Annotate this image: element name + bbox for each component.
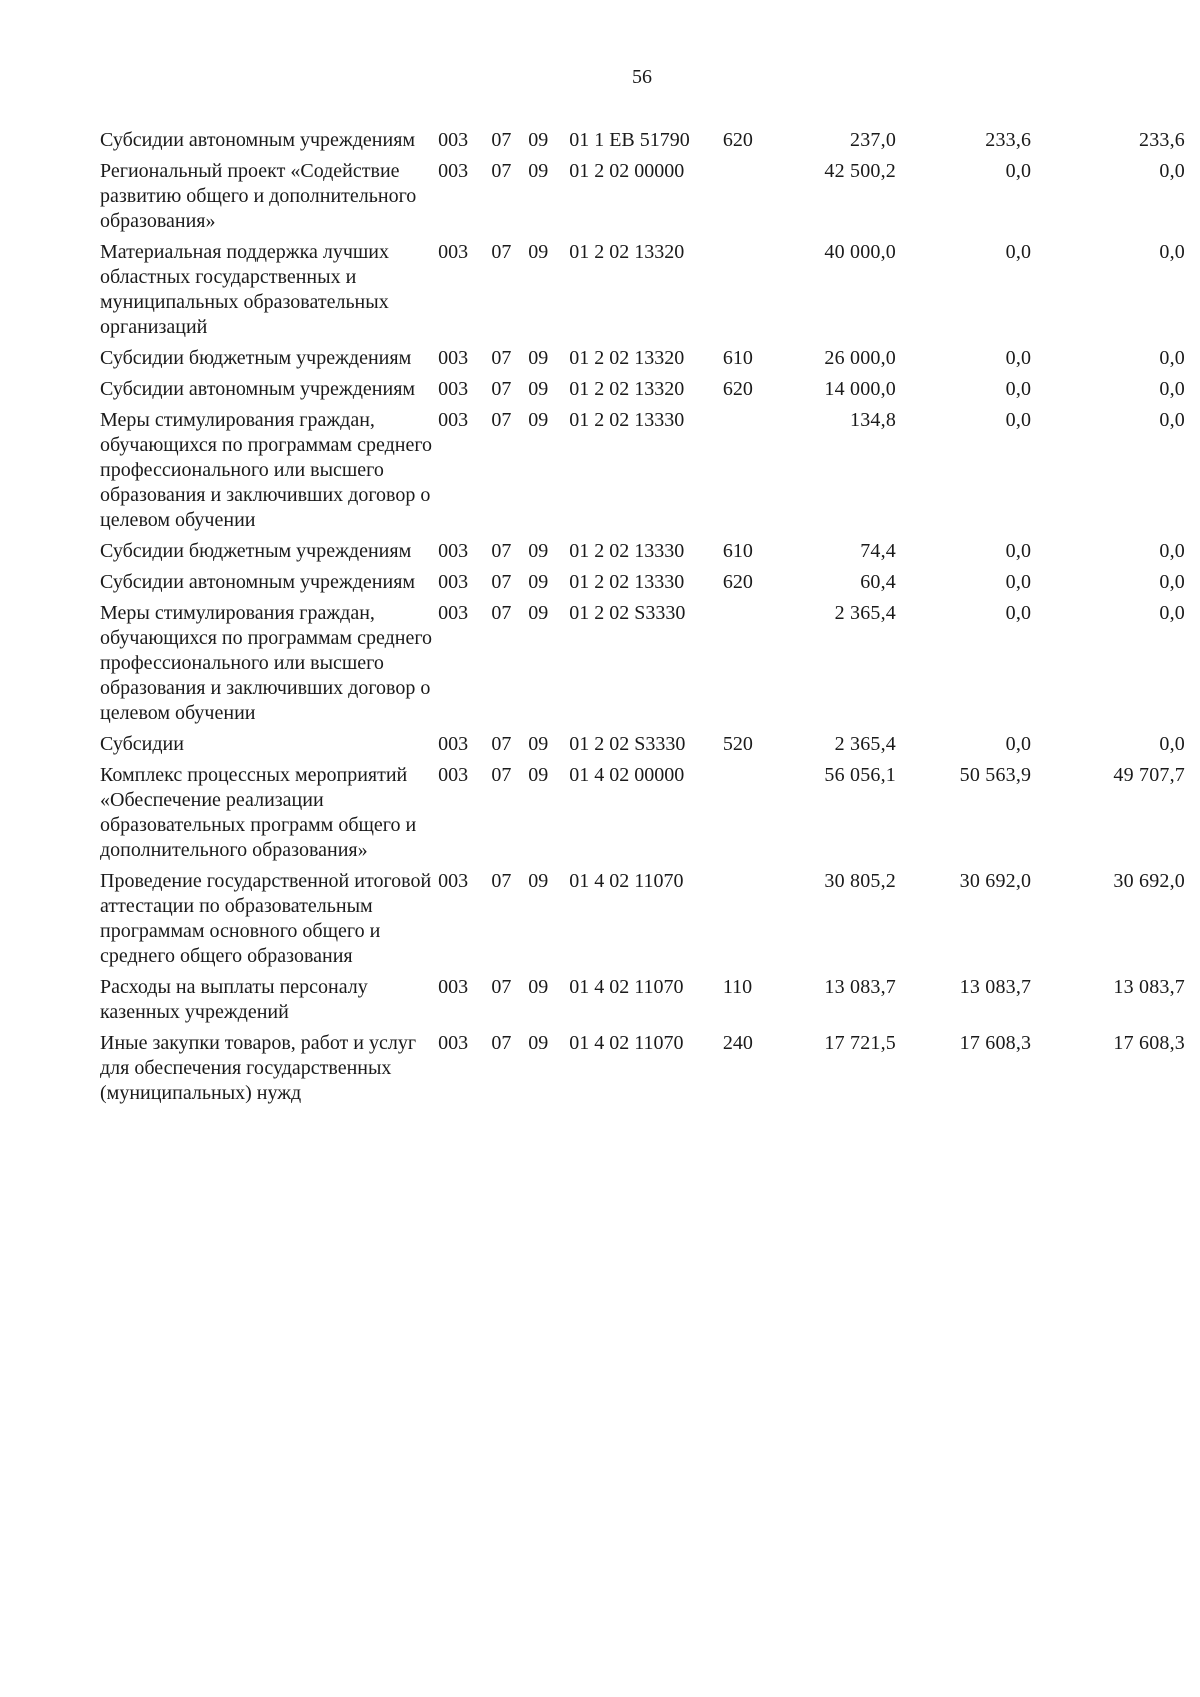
item-name-cell: Проведение государственной итоговой аттестации по образовательным программам основного общего и среднего общего образования — [100, 870, 432, 967]
item-name-cell: Иные закупки товаров, работ и услуг для обеспечения государственных (муниципальных) нужд — [100, 1032, 417, 1104]
target-article-cell: 01 2 02 S3330 — [569, 733, 686, 755]
ved-code-cell: 003 — [438, 409, 469, 431]
amount-year3-cell: 17 608,3 — [1113, 1032, 1185, 1054]
amount-year1-cell: 60,4 — [860, 571, 897, 593]
amount-year1-cell: 134,8 — [850, 409, 897, 431]
subsection-code-cell: 09 — [528, 733, 549, 755]
ved-code-cell: 003 — [438, 764, 469, 786]
amount-year2-cell: 0,0 — [1005, 733, 1032, 755]
amount-year1-cell: 42 500,2 — [824, 160, 897, 182]
table-row — [100, 240, 1185, 346]
expense-type-cell — [723, 240, 787, 346]
amount-year2-cell: 50 563,9 — [959, 764, 1032, 786]
amount-year1-cell: 14 000,0 — [824, 378, 897, 400]
target-article-cell: 01 4 02 00000 — [569, 764, 685, 786]
amount-year3-cell: 233,6 — [1139, 129, 1185, 151]
section-code-cell: 07 — [491, 160, 512, 182]
subsection-code-cell: 09 — [528, 540, 549, 562]
ved-code-cell: 003 — [438, 571, 469, 593]
target-article-cell: 01 2 02 00000 — [569, 160, 685, 182]
amount-year2-cell: 17 608,3 — [959, 1032, 1032, 1054]
ved-code-cell: 003 — [438, 602, 469, 624]
item-name-cell: Субсидии — [100, 733, 184, 755]
amount-year2-cell: 0,0 — [1005, 602, 1032, 624]
amount-year3-cell: 13 083,7 — [1113, 976, 1185, 998]
subsection-code-cell: 09 — [528, 976, 549, 998]
amount-year2-cell: 0,0 — [1005, 160, 1032, 182]
subsection-code-cell: 09 — [528, 160, 549, 182]
amount-year3-cell: 49 707,7 — [1113, 764, 1185, 786]
section-code-cell: 07 — [491, 571, 512, 593]
budget-table — [100, 128, 1185, 1112]
amount-year1-cell: 74,4 — [860, 540, 897, 562]
table-row — [100, 732, 1185, 763]
subsection-code-cell: 09 — [528, 870, 549, 892]
target-article-cell: 01 2 02 13320 — [569, 241, 685, 263]
ved-code-cell: 003 — [438, 976, 469, 998]
expense-type-cell: 620 — [722, 571, 753, 593]
subsection-code-cell: 09 — [528, 1032, 549, 1054]
table-row — [100, 1031, 1185, 1112]
table-row — [100, 408, 1185, 539]
section-code-cell: 07 — [491, 602, 512, 624]
target-article-cell: 01 2 02 13330 — [569, 540, 685, 562]
ved-code-cell: 003 — [438, 733, 469, 755]
expense-type-cell — [723, 601, 787, 732]
amount-year2-cell: 0,0 — [1005, 571, 1032, 593]
item-name-cell: Комплекс процессных мероприятий «Обеспечение реализации образовательных программ общего и дополнительного образования» — [100, 764, 417, 861]
table-row — [100, 570, 1185, 601]
section-code-cell: 07 — [491, 1032, 512, 1054]
table-row — [100, 159, 1185, 240]
amount-year2-cell: 13 083,7 — [959, 976, 1032, 998]
amount-year3-cell: 0,0 — [1159, 540, 1185, 562]
expense-type-cell: 620 — [722, 129, 753, 151]
item-name-cell: Региональный проект «Содействие развитию общего и дополнительного образования» — [100, 160, 417, 232]
target-article-cell: 01 4 02 11070 — [569, 870, 684, 892]
amount-year1-cell: 56 056,1 — [824, 764, 897, 786]
target-article-cell: 01 4 02 11070 — [569, 1032, 684, 1054]
item-name-cell: Субсидии бюджетным учреждениям — [100, 347, 412, 369]
amount-year2-cell: 0,0 — [1005, 241, 1032, 263]
ved-code-cell: 003 — [438, 870, 469, 892]
table-row — [100, 601, 1185, 732]
expense-type-cell — [723, 159, 787, 240]
table-row — [100, 975, 1185, 1031]
section-code-cell: 07 — [491, 347, 512, 369]
section-code-cell: 07 — [491, 733, 512, 755]
item-name-cell: Расходы на выплаты персоналу казенных учреждений — [100, 976, 368, 1023]
expense-type-cell: 240 — [722, 1032, 753, 1054]
item-name-cell: Меры стимулирования граждан, обучающихся по программам среднего профессионального или высшего образования и заключивших договор о целевом обучении — [100, 602, 433, 724]
ved-code-cell: 003 — [438, 241, 469, 263]
item-name-cell: Субсидии автономным учреждениям — [100, 129, 416, 151]
amount-year3-cell: 0,0 — [1159, 602, 1185, 624]
section-code-cell: 07 — [491, 409, 512, 431]
target-article-cell: 01 2 02 S3330 — [569, 602, 686, 624]
item-name-cell: Субсидии бюджетным учреждениям — [100, 540, 412, 562]
subsection-code-cell: 09 — [528, 378, 549, 400]
amount-year1-cell: 26 000,0 — [824, 347, 897, 369]
expense-type-cell: 620 — [722, 378, 753, 400]
item-name-cell: Меры стимулирования граждан, обучающихся по программам среднего профессионального или высшего образования и заключивших договор о целевом обучении — [100, 409, 433, 531]
section-code-cell: 07 — [491, 976, 512, 998]
subsection-code-cell: 09 — [528, 409, 549, 431]
amount-year2-cell: 233,6 — [985, 129, 1032, 151]
target-article-cell: 01 4 02 11070 — [569, 976, 684, 998]
section-code-cell: 07 — [491, 540, 512, 562]
expense-type-cell: 610 — [722, 540, 753, 562]
table-row — [100, 539, 1185, 570]
subsection-code-cell: 09 — [528, 241, 549, 263]
table-row — [100, 763, 1185, 869]
table-row — [100, 128, 1185, 159]
amount-year2-cell: 0,0 — [1005, 409, 1032, 431]
expense-type-cell: 520 — [722, 733, 753, 755]
amount-year2-cell: 0,0 — [1005, 540, 1032, 562]
ved-code-cell: 003 — [438, 129, 469, 151]
table-row — [100, 377, 1185, 408]
amount-year1-cell: 2 365,4 — [834, 602, 897, 624]
amount-year2-cell: 0,0 — [1005, 378, 1032, 400]
item-name-cell: Субсидии автономным учреждениям — [100, 378, 416, 400]
ved-code-cell: 003 — [438, 378, 469, 400]
subsection-code-cell: 09 — [528, 347, 549, 369]
amount-year3-cell: 0,0 — [1159, 378, 1185, 400]
amount-year3-cell: 0,0 — [1159, 571, 1185, 593]
amount-year3-cell: 0,0 — [1159, 347, 1185, 369]
section-code-cell: 07 — [491, 129, 512, 151]
ved-code-cell: 003 — [438, 1032, 469, 1054]
subsection-code-cell: 09 — [528, 129, 549, 151]
expense-type-cell: 110 — [722, 976, 753, 998]
section-code-cell: 07 — [491, 764, 512, 786]
amount-year3-cell: 0,0 — [1159, 733, 1185, 755]
section-code-cell: 07 — [491, 241, 512, 263]
ved-code-cell: 003 — [438, 540, 469, 562]
item-name-cell: Материальная поддержка лучших областных государственных и муниципальных образовательных организаций — [100, 241, 390, 338]
target-article-cell: 01 2 02 13330 — [569, 409, 685, 431]
ved-code-cell: 003 — [438, 347, 469, 369]
target-article-cell: 01 2 02 13320 — [569, 347, 685, 369]
amount-year2-cell: 0,0 — [1005, 347, 1032, 369]
amount-year3-cell: 30 692,0 — [1113, 870, 1185, 892]
amount-year3-cell: 0,0 — [1159, 160, 1185, 182]
amount-year3-cell: 0,0 — [1159, 241, 1185, 263]
page-number: 56 — [632, 66, 652, 88]
amount-year1-cell: 40 000,0 — [824, 241, 897, 263]
amount-year1-cell: 30 805,2 — [824, 870, 897, 892]
amount-year1-cell: 237,0 — [850, 129, 897, 151]
table-row — [100, 869, 1185, 975]
amount-year1-cell: 2 365,4 — [834, 733, 897, 755]
target-article-cell: 01 2 02 13330 — [569, 571, 685, 593]
expense-type-cell — [723, 763, 787, 869]
subsection-code-cell: 09 — [528, 571, 549, 593]
target-article-cell: 01 2 02 13320 — [569, 378, 685, 400]
table-row — [100, 346, 1185, 377]
section-code-cell: 07 — [491, 378, 512, 400]
amount-year2-cell: 30 692,0 — [959, 870, 1032, 892]
section-code-cell: 07 — [491, 870, 512, 892]
expense-type-cell — [723, 408, 787, 539]
subsection-code-cell: 09 — [528, 764, 549, 786]
table-body — [100, 128, 1185, 1112]
subsection-code-cell: 09 — [528, 602, 549, 624]
amount-year3-cell: 0,0 — [1159, 409, 1185, 431]
expense-type-cell — [723, 869, 787, 975]
ved-code-cell: 003 — [438, 160, 469, 182]
target-article-cell: 01 1 ЕВ 51790 — [569, 129, 690, 151]
amount-year1-cell: 17 721,5 — [824, 1032, 897, 1054]
amount-year1-cell: 13 083,7 — [824, 976, 897, 998]
expense-type-cell: 610 — [722, 347, 753, 369]
item-name-cell: Субсидии автономным учреждениям — [100, 571, 416, 593]
